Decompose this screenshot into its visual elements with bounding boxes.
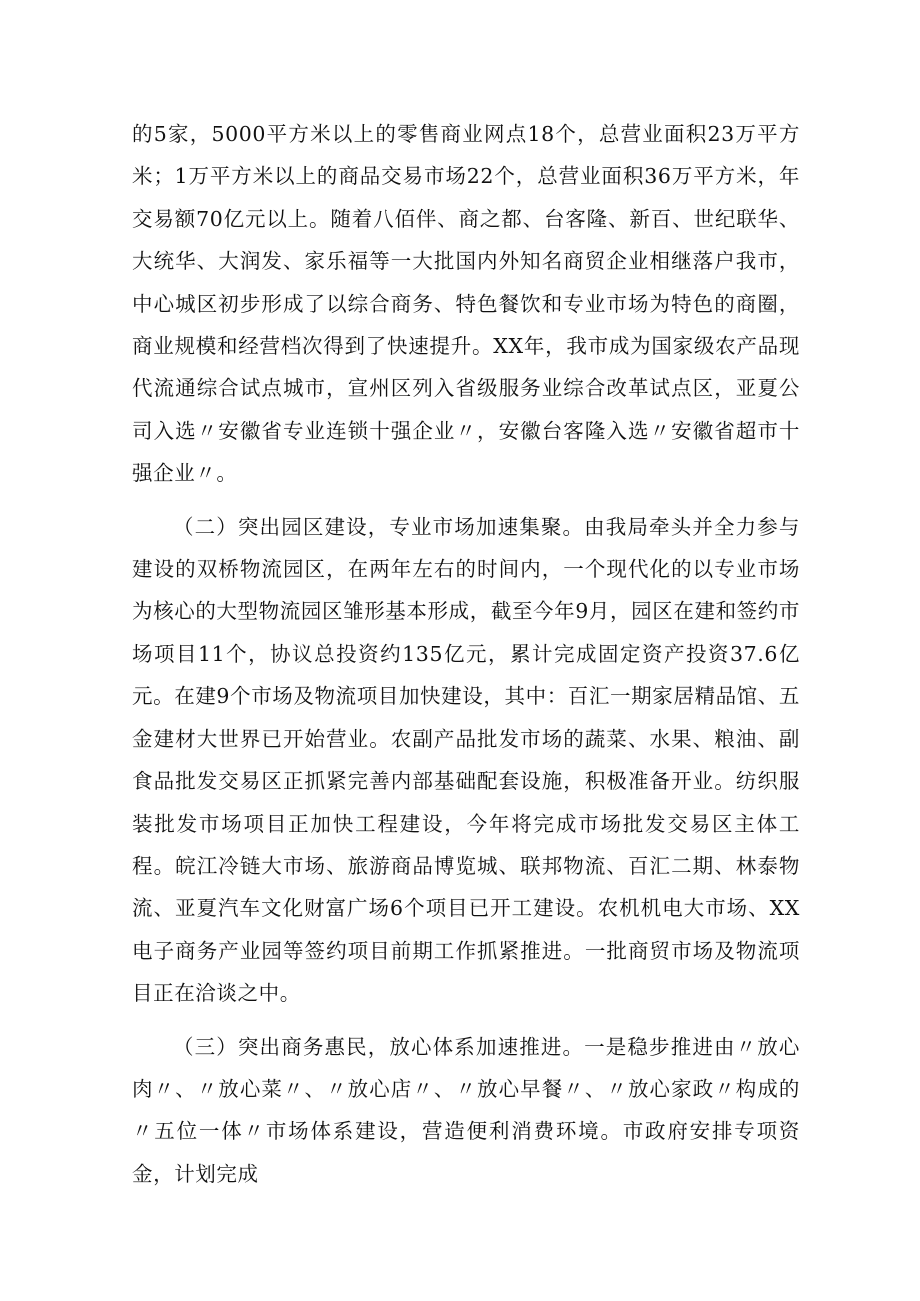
paragraph-park-construction: （二）突出园区建设，专业市场加速集聚。由我局牵头并全力参与建设的双桥物流园区，在两年左右的时间内，一个现代化的以专业市场为核心的大型物流园区雏形基本形成，截至今年9月，园区在建和签约市场项目11个，协议总投资约135亿元，累计完成固定资产投资37.6亿元。在建9个市场及物流项目加快建设，其中：百汇一期家居精品馆、五金建材大世界已开始营业。农副产品批发市场的蔬菜、水果、粮油、副食品批发交易区正抓紧完善内部基础配套设施，积极准备开业。纺织服装批发市场项目正加快工程建设，今年将完成市场批发交易区主体工程。皖江冷链大市场、旅游商品博览城、联邦物流、百汇二期、林泰物流、亚夏汽车文化财富广场6个项目已开工建设。农机机电大市场、XX电子商务产业园等签约项目前期工作抓紧推进。一批商贸市场及物流项目正在洽谈之中。 [132,514,800,1006]
paragraph-retail-overview: 的5家，5000平方米以上的零售商业网点18个，总营业面积23万平方米；1万平方米以上的商品交易市场22个，总营业面积36万平方米，年交易额70亿元以上。随着八佰伴、商之都、台客隆、新百、世纪联华、大统华、大润发、家乐福等一大批国内外知名商贸企业相继落户我市，中心城区初步形成了以综合商务、特色餐饮和专业市场为特色的商圈，商业规模和经营档次得到了快速提升。XX年，我市成为国家级农产品现代流通综合试点城市，宣州区列入省级服务业综合改革试点区，亚夏公司入选〃安徽省专业连锁十强企业〃，安徽台客隆入选〃安徽省超市十强企业〃。 [132,122,800,486]
paragraph-commerce-benefit: （三）突出商务惠民，放心体系加速推进。一是稳步推进由〃放心肉〃、〃放心菜〃、〃放心店〃、〃放心早餐〃、〃放心家政〃构成的〃五位一体〃市场体系建设，营造便利消费环境。市政府安排专项资金，计划完成 [132,1034,800,1186]
document-page [132,113,800,1195]
